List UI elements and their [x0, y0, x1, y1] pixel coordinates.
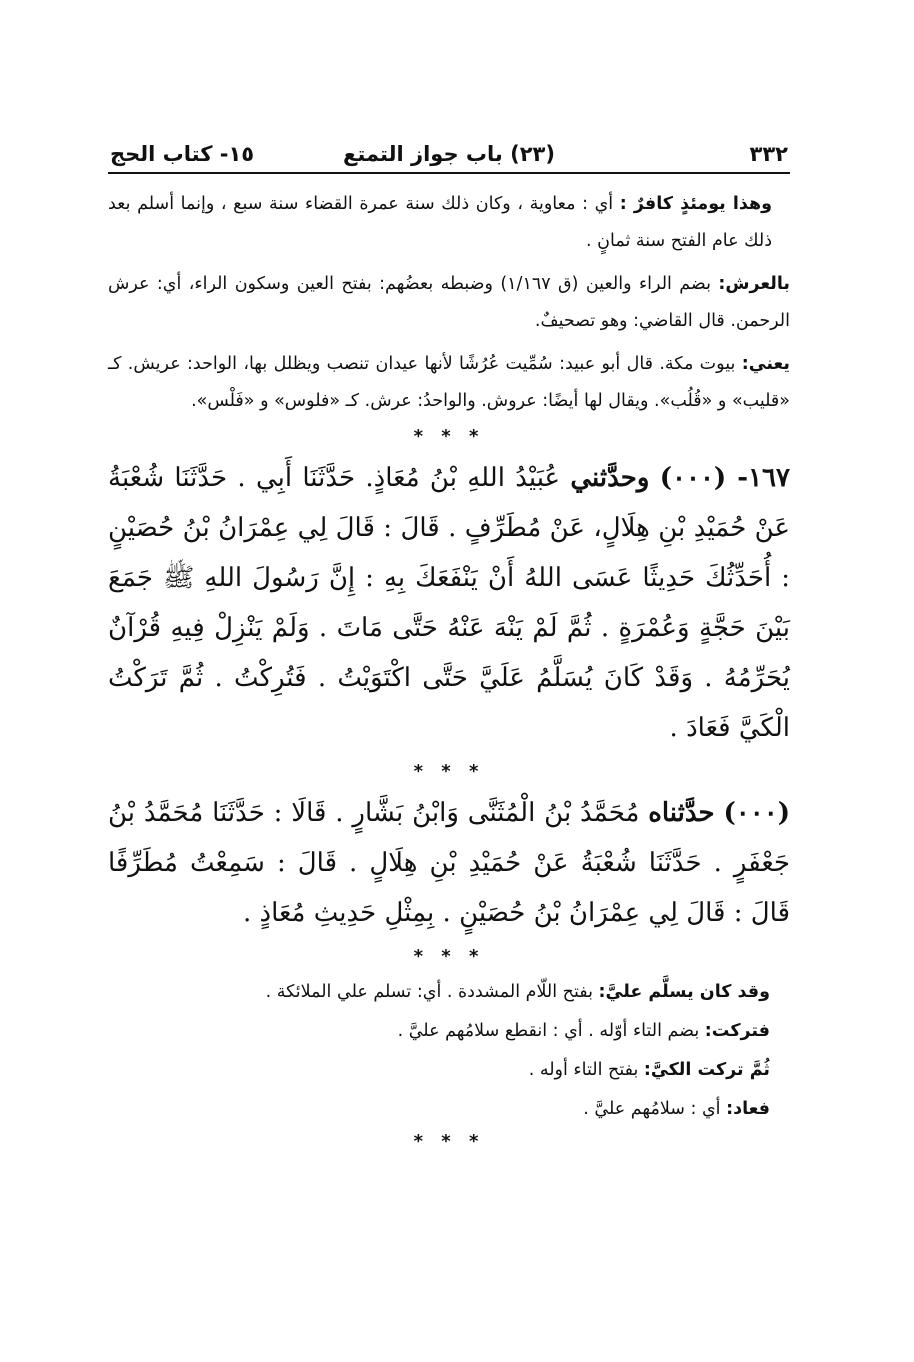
section-separator: * * * [413, 946, 485, 967]
note-term: وهذا يومئذٍ كافرٌ : [619, 194, 773, 214]
section-separator: * * * [413, 1131, 485, 1152]
note-paragraph [108, 186, 790, 260]
hadith-number: ١٦٧- (٠٠٠) [659, 463, 790, 493]
gloss-term: ثُمَّ تركت الكيَّ: [643, 1060, 770, 1080]
gloss-text: أي : سلامُهم عليَّ . [583, 1099, 727, 1119]
hadith-lead: حدَّثناه [648, 798, 715, 828]
gloss-term: فعاد: [726, 1099, 770, 1119]
note-text: أي : معاوية ، وكان ذلك سنة عمرة القضاء سنة سبع ، وإنما أسلم بعد ذلك عام الفتح سنة ثمانٍ . [108, 194, 772, 251]
section-separator: * * * [413, 761, 485, 782]
note-text: بضم الراء والعين (ق ١/١٦٧) وضبطه بعضُهم: بفتح العين وسكون الراء، أي: عرش الرحمن. قال القاضي: وهو تصحيفٌ. [108, 274, 790, 331]
note-text: بيوت مكة. قال أبو عبيد: سُمِّيت عُرُشًا لأنها عيدان تنصب ويظلل بها، الواحد: عريش. كـ «قليب» و «قُلُب». ويقال لها أيضًا: عروش. والواحدُ: عرش. كـ «فلوس» و «فَلْس». [108, 354, 790, 411]
hadith-lead: وحدَّثني [570, 463, 650, 493]
note-paragraph [108, 346, 790, 420]
hadith-number: (٠٠٠) [723, 798, 790, 828]
gloss-term: فتركت: [704, 1021, 770, 1041]
section-separator: * * * [413, 426, 485, 447]
note-paragraph [108, 266, 790, 340]
note-term: يعني: [741, 354, 790, 374]
gloss-text: بفتح التاء أوله . [528, 1060, 644, 1080]
gloss-line [108, 1051, 770, 1090]
gloss-term: وقد كان يسلَّم عليَّ: [598, 982, 770, 1002]
chapter-title: (٢٣) باب جواز التمتع [343, 142, 555, 166]
hadith-text [108, 788, 790, 938]
running-header [108, 138, 790, 174]
book-page [108, 138, 790, 1158]
hadith-body: عُبَيْدُ اللهِ بْنُ مُعَاذٍ. حَدَّثَنَا أَبِي . حَدَّثَنَا شُعْبَةُ عَنْ حُمَيْدِ بْنِ هِلَالٍ، عَنْ مُطَرِّفٍ . قَالَ : قَالَ لِي عِمْرَانُ بْنُ حُصَيْنٍ : أُحَدِّثُكَ حَدِيثًا عَسَى اللهُ أَنْ يَنْفَعَكَ بِهِ : إِنَّ رَسُولَ اللهِ ﷺ جَمَعَ بَيْنَ حَجَّةٍ وَعُمْرَةٍ . ثُمَّ لَمْ يَنْهَ عَنْهُ حَتَّى مَاتَ . وَلَمْ يَنْزِلْ فِيهِ قُرْآنٌ يُحَرِّمُهُ . وَقَدْ كَانَ يُسَلَّمُ عَلَيَّ حَتَّى اكْتَوَيْتُ . فَتُرِكْتُ . ثُمَّ تَرَكْتُ الْكَيَّ فَعَادَ . [108, 463, 790, 743]
hadith-text [108, 453, 790, 753]
gloss-line [108, 973, 770, 1012]
page-number: ٣٣٢ [749, 142, 788, 166]
hadith-body: مُحَمَّدُ بْنُ الْمُثَنَّى وَابْنُ بَشَّارٍ . قَالَا : حَدَّثَنَا مُحَمَّدُ بْنُ جَعْفَرٍ . حَدَّثَنَا شُعْبَةُ عَنْ حُمَيْدِ بْنِ هِلَالٍ . قَالَ : سَمِعْتُ مُطَرِّفًا قَالَ : قَالَ لِي عِمْرَانُ بْنُ حُصَيْنٍ . بِمِثْلِ حَدِيثِ مُعَاذٍ . [108, 798, 790, 928]
note-term: بالعرش: [718, 274, 790, 294]
gloss-text: بفتح اللّام المشددة . أي: تسلم علي الملائكة . [265, 982, 599, 1002]
commentary-notes [108, 186, 790, 420]
gloss-text: بضم التاء أوّله . أي : انقطع سلامُهم عليَّ . [397, 1021, 705, 1041]
gloss-line [108, 1012, 770, 1051]
book-title: ١٥- كتاب الحج [110, 142, 255, 166]
gloss-line [108, 1090, 770, 1129]
word-glosses [108, 973, 790, 1129]
